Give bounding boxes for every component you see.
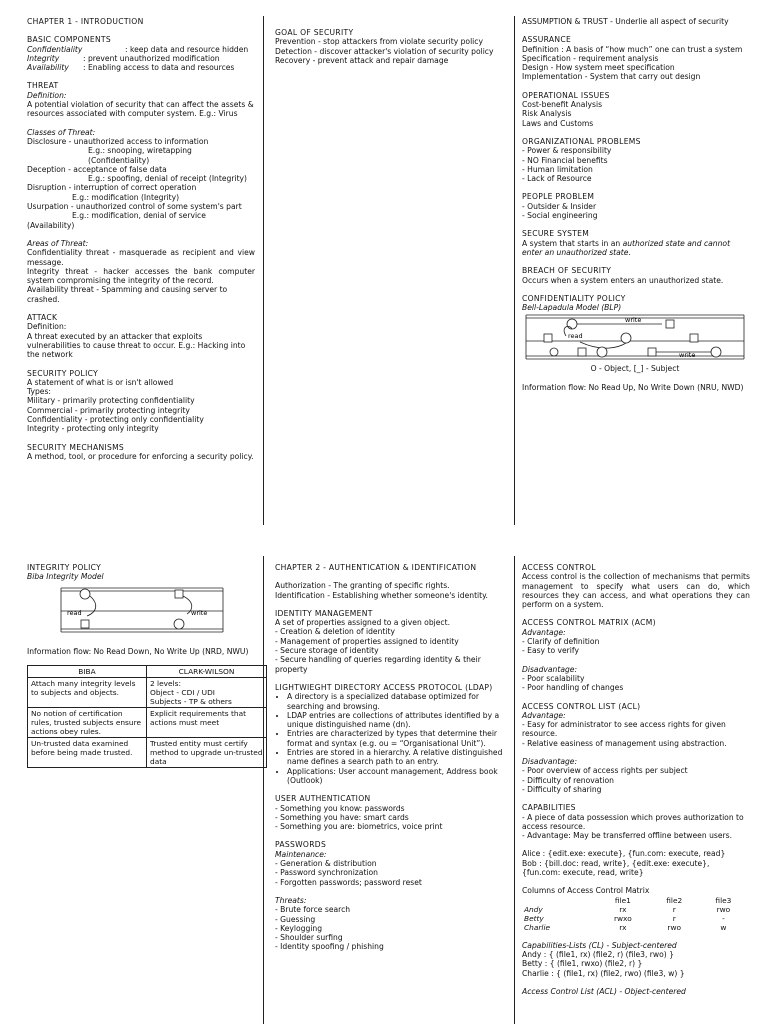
org-item: - NO Financial benefits: [522, 155, 608, 165]
acm-disadvantage: - Poor handling of changes: [522, 683, 624, 693]
table-header-row: [28, 665, 267, 677]
acl-heading: ACCESS CONTROL LIST (ACL): [522, 701, 641, 711]
ldap-list: [275, 692, 505, 785]
areas-label: Areas of Threat:: [27, 238, 89, 248]
table-cell: r: [672, 913, 676, 923]
policy-type: Commercial - primarily protecting integrity: [27, 405, 190, 415]
biba-clark-wilson-table: [27, 665, 267, 768]
class-item: (Availability): [27, 220, 75, 230]
area-item: Availability threat - Spamming and causing server to crashed.: [27, 285, 228, 304]
bob-capabilities: Bob : {bill.doc: read, write}, {edit.exe: execute}, {fun.com: execute, read, write}: [522, 858, 710, 878]
table-cell: rwxo: [613, 913, 632, 923]
threat-definition: A potential violation of security that can affect the assets & resources associated with computer system. E.g.: Virus: [27, 100, 254, 119]
column-divider: [263, 556, 264, 1024]
blp-write-label: write: [679, 351, 696, 360]
table-row: [522, 905, 748, 914]
org-item: - Human limitation: [522, 164, 593, 174]
table-cell: No notion of certification rules, trusted subjects ensure actions obey rules.: [28, 707, 147, 737]
operational-item: Cost-benefit Analysis: [522, 100, 603, 110]
basic-components-heading: BASIC COMPONENTS: [27, 35, 111, 45]
table-header: CLARK-WILSON: [147, 665, 267, 677]
disadvantage-label: Disadvantage:: [522, 664, 578, 674]
people-heading: PEOPLE PROBLEM: [522, 192, 595, 202]
maintenance-item: - Password synchronization: [275, 868, 378, 878]
column-introduction: [27, 17, 255, 461]
matrix-title: Columns of Access Control Matrix: [522, 886, 650, 896]
acl-object-centered-label: Access Control List (ACL) - Object-centered: [522, 986, 686, 996]
column-divider: [263, 16, 264, 525]
idm-item: - Secure storage of identity: [275, 646, 379, 656]
table-header: file1: [614, 895, 631, 905]
acl-advantage: - Relative easiness of management using abstraction.: [522, 738, 727, 748]
table-header: file2: [666, 895, 683, 905]
breach-heading: BREACH OF SECURITY: [522, 266, 612, 276]
user-auth-item: - Something you are: biometrics, voice print: [275, 822, 443, 832]
org-heading: ORGANIZATIONAL PROBLEMS: [522, 136, 641, 146]
table-cell: rx: [619, 922, 627, 932]
table-cell: Charlie: [524, 922, 551, 932]
list-item: • A directory is a specialized database optimized for searching and browsing.: [287, 692, 505, 711]
table-cell: -: [722, 913, 725, 923]
table-cell: Trusted entity must certify method to upgrade un-trusted data: [147, 737, 267, 767]
table-row: [28, 737, 267, 767]
policy-type: Integrity - protecting only integrity: [27, 424, 159, 434]
policy-type: Military - primarily protecting confidentiality: [27, 396, 195, 406]
acm-heading: ACCESS CONTROL MATRIX (ACM): [522, 618, 656, 628]
class-item: Usurpation - unauthorized control of some system's part: [27, 202, 242, 212]
operational-heading: OPERATIONAL ISSUES: [522, 90, 610, 100]
table-cell: Andy: [524, 904, 543, 914]
acl-disadvantage: - Difficulty of renovation: [522, 775, 614, 785]
table-header: BIBA: [28, 665, 147, 677]
column-integrity-policy: [27, 563, 263, 768]
class-item: Disclosure - unauthorized access to information: [27, 136, 209, 146]
table-cell: rx: [619, 904, 627, 914]
identification-line: Identification - Establishing whether someone's identity.: [275, 590, 488, 600]
biba-read-label: read: [67, 608, 82, 617]
user-authentication-heading: USER AUTHENTICATION: [275, 794, 371, 804]
list-item: • Entries are stored in a hierarchy. A relative distinguished name defines a search path to an entry.: [287, 748, 505, 767]
biba-information-flow: Information flow: No Read Down, No Write Up (NRD, NWU): [27, 646, 249, 656]
goal-item: Detection - discover attacker's violation of security policy: [275, 46, 494, 56]
operational-item: Laws and Customs: [522, 118, 594, 128]
blp-diagram: [522, 312, 748, 364]
assurance-item: Specification - requirement analysis: [522, 53, 659, 63]
class-item: Disruption - interruption of correct operation: [27, 183, 197, 193]
blp-information-flow: Information flow: No Read Up, No Write Down (NRU, NWD): [522, 382, 744, 392]
column-assurance: [522, 17, 748, 392]
policy-type: Confidentiality - protecting only confidentiality: [27, 414, 204, 424]
attack-definition-label: Definition:: [27, 322, 67, 332]
access-control-definition: Access control is the collection of mechanisms that permits management to specify what users can do, which resources they can access, and what operations they can perform on a system.: [522, 572, 750, 610]
identity-management-heading: IDENTITY MANAGEMENT: [275, 608, 373, 618]
assurance-heading: ASSURANCE: [522, 35, 572, 45]
biba-write-label: write: [191, 608, 208, 617]
biba-diagram: [27, 582, 227, 638]
availability-line: Availability : Enabling access to data and resources: [27, 63, 235, 73]
security-policy-heading: SECURITY POLICY: [27, 368, 99, 378]
list-item: • Applications: User account management, Address book (Outlook): [287, 767, 505, 786]
maintenance-item: - Generation & distribution: [275, 859, 377, 869]
maintenance-item: - Forgotten passwords; password reset: [275, 877, 422, 887]
capability-list-item: Betty : { (file1, rwxo) (file2, r) }: [522, 959, 643, 969]
chapter-title: CHAPTER 1 - INTRODUCTION: [27, 17, 144, 26]
operational-item: Risk Analysis: [522, 109, 572, 119]
threat-heading: THREAT: [27, 81, 59, 91]
idm-item: - Secure handling of queries regarding identity & their property: [275, 655, 481, 674]
acl-disadvantage: - Poor overview of access rights per subject: [522, 766, 688, 776]
idm-item: - Creation & deletion of identity: [275, 627, 395, 637]
acm-advantage: - Clarify of definition: [522, 637, 600, 647]
goal-item: Recovery - prevent attack and repair damage: [275, 55, 449, 65]
idm-item: - Management of properties assigned to identity: [275, 636, 459, 646]
alice-capabilities: Alice : {edit.exe: execute}, {fun.com: execute, read}: [522, 849, 726, 859]
org-item: - Power & responsibility: [522, 146, 612, 156]
goal-heading: GOAL OF SECURITY: [275, 28, 354, 37]
threat-item: - Guessing: [275, 914, 316, 924]
column-goals: [275, 28, 505, 65]
blp-caption: O - Object, [_] - Subject: [590, 364, 680, 374]
class-item: E.g.: spoofing, denial of receipt (Integrity): [88, 174, 248, 184]
threat-item: - Keylogging: [275, 923, 323, 933]
table-row: [28, 677, 267, 707]
capability-list-item: Charlie : { (file1, rx) (file2, rwo) (file3, w) }: [522, 968, 685, 978]
acl-disadvantage: - Difficulty of sharing: [522, 784, 602, 794]
acm-advantage: - Easy to verify: [522, 646, 579, 656]
list-item: • Entries are characterized by types that determine their format and syntax (e.g. ou = “Organisational Unit”).: [287, 729, 505, 748]
integrity-line: Integrity : prevent unauthorized modification: [27, 53, 220, 63]
people-item: - Social engineering: [522, 211, 598, 221]
class-item: Deception - acceptance of false data: [27, 164, 167, 174]
maintenance-label: Maintenance:: [275, 849, 327, 859]
attack-heading: ATTACK: [27, 313, 58, 323]
secure-system-heading: SECURE SYSTEM: [522, 229, 590, 239]
table-cell: w: [720, 922, 727, 932]
attack-definition: A threat executed by an attacker that exploits vulnerabilities to cause threat to occur. E.g.: Hacking into the network: [27, 331, 246, 360]
table-header: [522, 896, 596, 905]
capabilities-lists-label: Capabilities-Lists (CL) - Subject-centered: [522, 940, 677, 950]
assurance-item: Definition : A basis of “how much” one can trust a system: [522, 44, 743, 54]
capabilities-heading: CAPABILITIES: [522, 803, 576, 813]
table-cell: Attach many integrity levels to subjects and objects.: [28, 677, 147, 707]
org-item: - Lack of Resource: [522, 174, 592, 184]
definition-label: Definition:: [27, 90, 67, 100]
user-auth-item: - Something you know: passwords: [275, 803, 405, 813]
area-item: Confidentiality threat - masquerade as recipient and view message.: [27, 248, 255, 267]
column-divider: [514, 16, 515, 525]
table-cell: Betty: [524, 913, 544, 923]
threats-label: Threats:: [275, 895, 307, 905]
breach-definition: Occurs when a system enters an unauthorized state.: [522, 275, 724, 285]
table-cell: Explicit requirements that actions must meet: [147, 707, 267, 737]
blp-label: Bell-Lapadula Model (BLP): [522, 303, 622, 313]
capabilities-item: - Advantage: May be transferred offline between users.: [522, 831, 733, 841]
advantage-label: Advantage:: [522, 627, 566, 637]
secure-system-definition: A system that starts in an authorized state and cannot enter an unauthorized state.: [522, 238, 731, 257]
advantage-label: Advantage:: [522, 710, 566, 720]
blp-write-label: write: [625, 316, 642, 325]
column-access-control: [522, 563, 750, 996]
area-item: Integrity threat - hacker accesses the bank computer system compromising the integrity of the record.: [27, 266, 255, 286]
blp-read-label: read: [568, 332, 583, 341]
table-row: [522, 914, 748, 923]
integrity-policy-heading: INTEGRITY POLICY: [27, 563, 102, 572]
threat-item: - Shoulder surfing: [275, 933, 343, 943]
table-cell: rwo: [716, 904, 731, 914]
class-item: E.g.: snooping, wiretapping (Confidentiality): [88, 146, 192, 165]
list-item: • LDAP entries are collections of attributes identified by a unique distinguished name (dn).: [287, 711, 505, 730]
access-control-matrix: [522, 896, 748, 932]
threat-item: - Identity spoofing / phishing: [275, 942, 384, 952]
capabilities-item: - A piece of data possession which proves authorization to access resource.: [522, 812, 744, 831]
assurance-item: Implementation - System that carry out design: [522, 72, 701, 82]
classes-label: Classes of Threat:: [27, 127, 96, 137]
biba-label: Biba Integrity Model: [27, 572, 104, 582]
security-mechanisms-heading: SECURITY MECHANISMS: [27, 442, 125, 452]
table-row: [28, 707, 267, 737]
confidentiality-line: Confidentiality : keep data and resource hidden: [27, 44, 249, 54]
disadvantage-label: Disadvantage:: [522, 757, 578, 767]
threat-item: - Brute force search: [275, 905, 351, 915]
class-item: E.g.: modification, denial of service: [72, 211, 206, 221]
authorization-line: Authorization - The granting of specific rights.: [275, 581, 450, 591]
idm-item: A set of properties assigned to a given object.: [275, 618, 450, 628]
acm-disadvantage: - Poor scalability: [522, 673, 585, 683]
goal-item: Prevention - stop attackers from violate security policy: [275, 37, 483, 47]
user-auth-item: - Something you have: smart cards: [275, 812, 409, 822]
table-header-row: [522, 896, 748, 905]
passwords-heading: PASSWORDS: [275, 840, 327, 850]
table-header: file3: [715, 895, 732, 905]
table-cell: rwo: [667, 922, 682, 932]
policy-definition: A statement of what is or isn't allowed: [27, 377, 174, 387]
table-cell: r: [672, 904, 676, 914]
class-item: E.g.: modification (Integrity): [72, 192, 180, 202]
chapter-2-title: CHAPTER 2 - AUTHENTICATION & IDENTIFICATION: [275, 563, 477, 572]
types-label: Types:: [27, 387, 51, 397]
assurance-item: Design - How system meet specification: [522, 63, 675, 73]
table-row: [522, 923, 748, 932]
column-divider: [514, 556, 515, 1024]
assumption-trust: ASSUMPTION & TRUST - Underlie all aspect of security: [522, 17, 729, 26]
table-cell: 2 levels: Object - CDI / UDI Subjects - TP & others: [147, 677, 267, 707]
people-item: - Outsider & Insider: [522, 201, 597, 211]
acl-advantage: - Easy for administrator to see access rights for given resource.: [522, 720, 726, 739]
access-control-heading: ACCESS CONTROL: [522, 563, 596, 572]
capability-list-item: Andy : { (file1, rx) (file2, r) (file3, rwo) }: [522, 949, 674, 959]
mechanisms-definition: A method, tool, or procedure for enforcing a security policy.: [27, 451, 254, 461]
ldap-heading: LIGHTWIEGHT DIRECTORY ACCESS PROTOCOL (LDAP): [275, 682, 493, 692]
column-authentication: [275, 563, 505, 952]
table-cell: Un-trusted data examined before being made trusted.: [28, 737, 147, 767]
confidentiality-policy-heading: CONFIDENTIALITY POLICY: [522, 293, 626, 303]
